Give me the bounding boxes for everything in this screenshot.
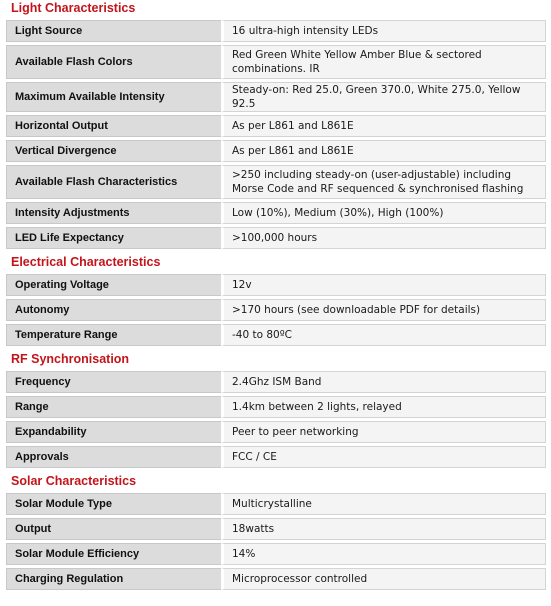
spec-table-light [6,17,546,252]
spec-value: 12v [221,274,546,296]
table-row [6,202,546,224]
spec-value: Low (10%), Medium (30%), High (100%) [221,202,546,224]
spec-label: Output [6,518,221,540]
spec-value: >100,000 hours [221,227,546,249]
spec-table-solar [6,490,546,593]
table-row [6,299,546,321]
spec-value: As per L861 and L861E [221,115,546,137]
section-title-solar: Solar Characteristics [11,474,137,488]
spec-label: LED Life Expectancy [6,227,221,249]
table-row [6,446,546,468]
spec-value: >170 hours (see downloadable PDF for details) [221,299,546,321]
section-title-electrical: Electrical Characteristics [11,255,161,269]
spec-label: Expandability [6,421,221,443]
spec-value: 16 ultra-high intensity LEDs [221,20,546,42]
spec-label: Maximum Available Intensity [6,82,221,112]
table-row [6,324,546,346]
table-row [6,371,546,393]
section-title-rf: RF Synchronisation [11,352,130,366]
spec-value: >250 including steady-on (user-adjustable) including Morse Code and RF sequenced & synchronised flashing [221,165,546,199]
table-row [6,396,546,418]
spec-label: Approvals [6,446,221,468]
table-row [6,115,546,137]
table-row [6,568,546,590]
spec-value: As per L861 and L861E [221,140,546,162]
table-row [6,421,546,443]
spec-value: 2.4Ghz ISM Band [221,371,546,393]
table-row [6,274,546,296]
spec-label: Temperature Range [6,324,221,346]
spec-value: FCC / CE [221,446,546,468]
table-row [6,518,546,540]
table-row [6,140,546,162]
spec-label: Available Flash Characteristics [6,165,221,199]
spec-label: Horizontal Output [6,115,221,137]
spec-table-rf [6,368,546,471]
spec-label: Vertical Divergence [6,140,221,162]
spec-label: Solar Module Type [6,493,221,515]
table-row [6,45,546,79]
spec-label: Operating Voltage [6,274,221,296]
table-row [6,493,546,515]
table-row [6,20,546,42]
spec-label: Available Flash Colors [6,45,221,79]
table-row [6,82,546,112]
spec-label: Charging Regulation [6,568,221,590]
spec-table-electrical [6,271,546,349]
spec-value: 18watts [221,518,546,540]
spec-value: Steady-on: Red 25.0, Green 370.0, White 275.0, Yellow 92.5 [221,82,546,112]
spec-label: Autonomy [6,299,221,321]
spec-label: Range [6,396,221,418]
table-row [6,543,546,565]
spec-value: 14% [221,543,546,565]
spec-value: -40 to 80ºC [221,324,546,346]
spec-label: Intensity Adjustments [6,202,221,224]
table-row [6,227,546,249]
spec-label: Light Source [6,20,221,42]
section-title-light: Light Characteristics [11,1,136,15]
spec-value: Red Green White Yellow Amber Blue & sectored combinations. IR [221,45,546,79]
spec-label: Solar Module Efficiency [6,543,221,565]
spec-value: Multicrystalline [221,493,546,515]
spec-label: Frequency [6,371,221,393]
spec-value: Peer to peer networking [221,421,546,443]
table-row [6,165,546,199]
spec-value: Microprocessor controlled [221,568,546,590]
spec-value: 1.4km between 2 lights, relayed [221,396,546,418]
